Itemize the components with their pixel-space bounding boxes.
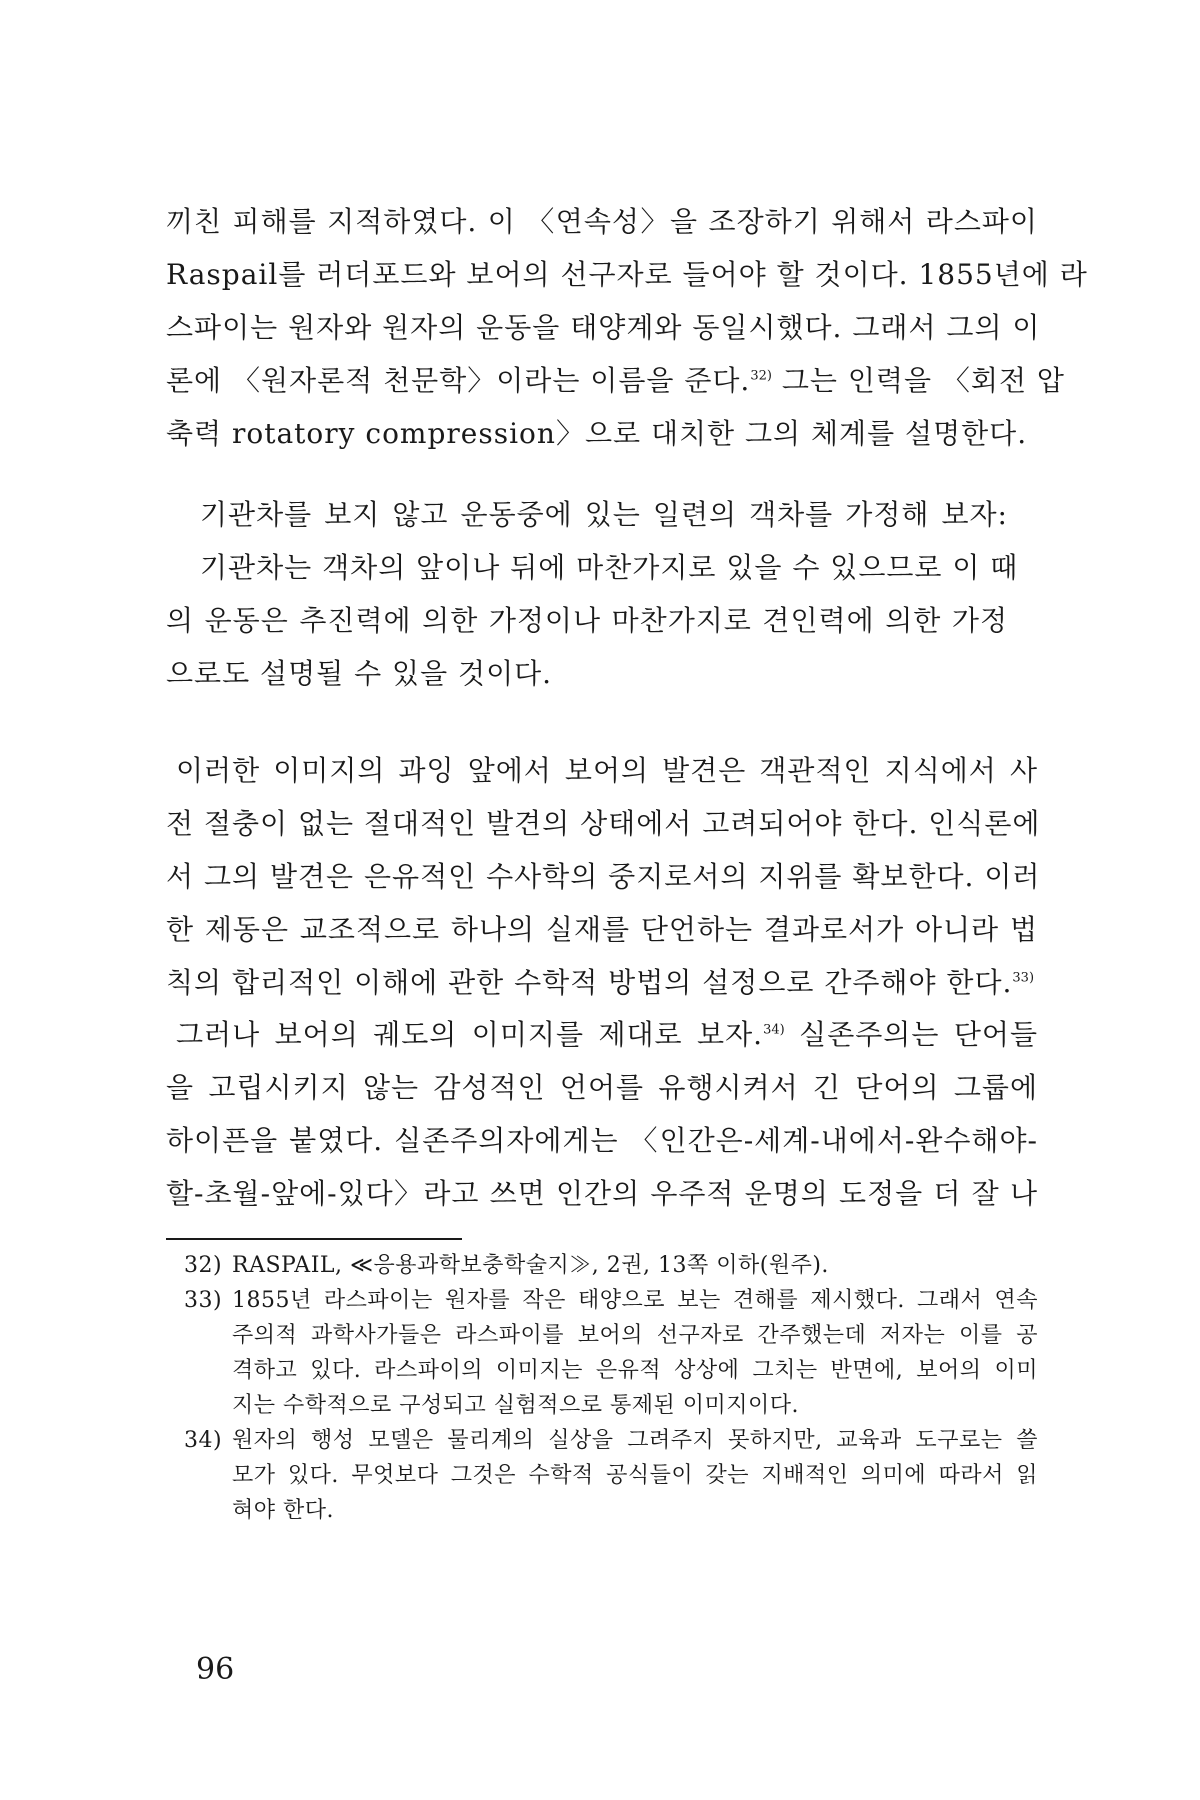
footnote-line: 주의적 과학사가들은 라스파이를 보어의 선구자로 간주했는데 저자는 이를 공 (232, 1323, 1038, 1348)
text-line: 축력 rotatory compression〉으로 대치한 그의 체계를 설명한다. (166, 417, 1028, 450)
text-line: 을 고립시키지 않는 감성적인 언어를 유행시켜서 긴 단어의 그룹에 (166, 1071, 1038, 1104)
footnote-line: 원자의 행성 모델은 물리계의 실상을 그려주지 못하지만, 교육과 도구로는 쓸 (232, 1428, 1038, 1453)
text-line-with-footnote (166, 956, 1038, 1009)
paragraph-3 (166, 1008, 1038, 1220)
footnote-ref-32: 32) (750, 368, 772, 384)
quote-line: 기관차는 객차의 앞이나 뒤에 마찬가지로 있을 수 있으므로 이 때 (200, 551, 1019, 584)
paragraph-1 (166, 195, 1088, 460)
footnote-number: 34) (184, 1428, 223, 1453)
text-line: 전 절충이 없는 절대적인 발견의 상태에서 고려되어야 한다. 인식론에 (166, 807, 1041, 840)
text-line: 한 제동은 교조적으로 하나의 실재를 단언하는 결과로서가 아니라 법 (166, 913, 1038, 946)
text-line: 스파이는 원자와 원자의 운동을 태양계와 동일시했다. 그래서 그의 이 (166, 311, 1041, 344)
text-line: 하이픈을 붙였다. 실존주의자에게는 〈인간은-세계-내에서-완수해야- (166, 1124, 1038, 1157)
footnote-body (202, 1423, 1038, 1528)
text-line: 끼친 피해를 지적하였다. 이 〈연속성〉을 조장하기 위해서 라스파이 (166, 205, 1038, 238)
quote-line: 으로도 설명될 수 있을 것이다. (166, 657, 553, 690)
footnote-line: 1855년 라스파이는 원자를 작은 태양으로 보는 견해를 제시했다. 그래서 연속 (232, 1288, 1038, 1313)
footnote-34 (166, 1423, 1038, 1528)
text-fragment: 그러나 보어의 궤도의 이미지를 제대로 보자. (176, 1018, 764, 1051)
page-number: 96 (196, 1652, 235, 1687)
paragraph-2 (166, 744, 1041, 1009)
footnote-number: 33) (184, 1288, 223, 1313)
text-line-with-footnote (166, 354, 1065, 407)
footnote-33 (166, 1283, 1038, 1423)
footnote-line: RASPAIL, ≪응용과학보충학술지≫, 2권, 13쪽 이하(원주). (232, 1253, 829, 1278)
text-line-with-footnote (166, 1008, 1038, 1061)
quote-line: 기관차를 보지 않고 운동중에 있는 일련의 객차를 가정해 보자: (200, 498, 1008, 531)
footnote-line: 혀야 한다. (232, 1498, 334, 1523)
block-quote (166, 488, 1019, 700)
footnote-line: 지는 수학적으로 구성되고 실험적으로 통제된 이미지이다. (232, 1393, 800, 1418)
footnote-number: 32) (184, 1253, 223, 1278)
text-fragment: 그는 인력을 〈회전 압 (771, 364, 1065, 397)
text-fragment: 론에 〈원자론적 천문학〉이라는 이름을 준다. (166, 364, 751, 397)
quote-line: 의 운동은 추진력에 의한 가정이나 마찬가지로 견인력에 의한 가정 (166, 604, 1008, 637)
footnote-body (202, 1248, 1038, 1283)
footnote-ref-34: 34) (763, 1022, 785, 1038)
footnote-line: 모가 있다. 무엇보다 그것은 수학적 공식들이 갖는 지배적인 의미에 따라서 읽 (232, 1463, 1038, 1488)
footnotes (166, 1248, 1038, 1528)
footnote-32 (166, 1248, 1038, 1283)
text-line: 서 그의 발견은 은유적인 수사학의 중지로서의 지위를 확보한다. 이러 (166, 860, 1041, 893)
text-line: Raspail를 러더포드와 보어의 선구자로 들어야 할 것이다. 1855년에 라 (166, 258, 1088, 291)
text-fragment: 실존주의는 단어들 (784, 1018, 1038, 1051)
footnote-ref-33: 33) (1012, 970, 1035, 986)
text-line: 할-초월-앞에-있다〉라고 쓰면 인간의 우주적 운명의 도정을 더 잘 나 (166, 1177, 1038, 1210)
footnote-body (202, 1283, 1038, 1423)
footnote-divider (166, 1238, 462, 1240)
text-line: 이러한 이미지의 과잉 앞에서 보어의 발견은 객관적인 지식에서 사 (176, 754, 1038, 787)
footnote-line: 격하고 있다. 라스파이의 이미지는 은유적 상상에 그치는 반면에, 보어의 이미 (232, 1358, 1038, 1383)
text-fragment: 칙의 합리적인 이해에 관한 수학적 방법의 설정으로 간주해야 한다. (166, 966, 1013, 999)
